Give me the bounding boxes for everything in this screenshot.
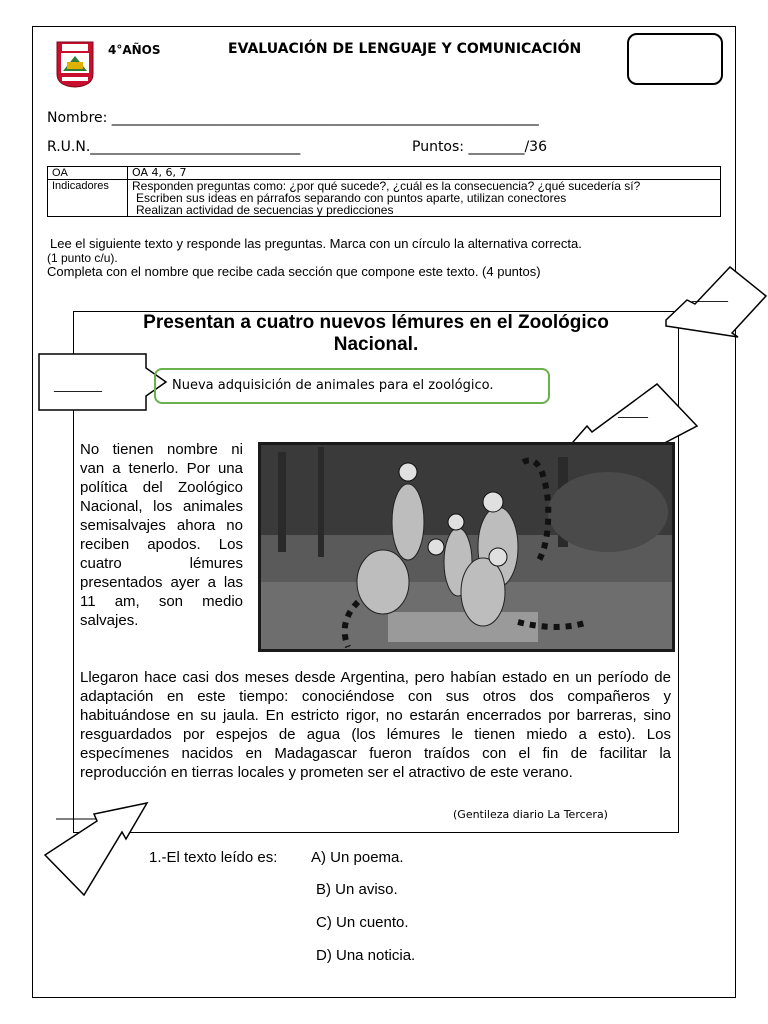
oa-label: OA [48, 167, 128, 180]
article-headline [73, 312, 679, 356]
label-arrow-body [44, 802, 152, 898]
indicators-value [128, 180, 721, 217]
article-body-full: Llegaron hace casi dos meses desde Argentina, pero habían estado en un período de adaptación en este tiempo: conociéndose con sus otros dos compañeros y habituándose en su jaula. En estricto rigor, no estarán encerrados por barreras, sino resguardados por espejos de agua (los lémures le tienen miedo a esto). Los especímenes nacidos en Madagascar fueron traídos con el fin de facilitar la reproducción en tierras locales y prometen ser el atractivo de este verano. [80, 669, 671, 781]
table-row [48, 180, 721, 217]
name-field[interactable]: Nombre: _____________________________________________________________ [47, 110, 539, 126]
indicator-2: Escriben sus ideas en párrafos separando con puntos aparte, utilizan conectores [136, 191, 567, 205]
indicator-1: Responden preguntas como: ¿por qué sucede?, ¿cuál es la consecuencia? ¿qué sucedería sí? [132, 179, 641, 193]
headline-line-1: Presentan a cuatro nuevos lémures en el Zoológico [143, 312, 609, 333]
blank-title-label[interactable]: ______ [692, 288, 728, 302]
option-a[interactable]: A) Un poema. [311, 849, 404, 866]
blank-lead-label[interactable]: ________ [54, 378, 102, 392]
article-body-column: No tienen nombre ni van a tenerlo. Por una política del Zoológico Nacional, los animales semisalvajes ahora no reciben apodos. Los cuatro lémures presentados ayer a las 11 am, son medio salvajes. [80, 441, 243, 629]
points-field[interactable]: Puntos: ________/36 [412, 139, 547, 155]
oa-value: OA 4, 6, 7 [128, 167, 721, 180]
indicator-3: Realizan actividad de secuencias y predicciones [136, 203, 394, 217]
option-b[interactable]: B) Un aviso. [316, 881, 398, 898]
school-logo [55, 40, 95, 88]
option-c[interactable]: C) Un cuento. [316, 914, 409, 931]
oa-table [47, 166, 721, 217]
blank-image-label[interactable]: _____ [618, 404, 648, 418]
page-title: EVALUACIÓN DE LENGUAJE Y COMUNICACIÓN [228, 41, 582, 57]
instruction-2: Completa con el nombre que recibe cada sección que compone este texto. (4 puntos) [47, 264, 541, 279]
instruction-points: (1 punto c/u). [47, 251, 118, 265]
instruction-1: Lee el siguiente texto y responde las preguntas. Marca con un círculo la alternativa correcta. [50, 236, 582, 251]
option-d[interactable]: D) Una noticia. [316, 947, 416, 964]
grade-label: 4°AÑOS [108, 43, 161, 57]
question-1-prompt: 1.-El texto leído es: [149, 849, 278, 866]
lemurs-photo [258, 442, 675, 652]
article-lead: Nueva adquisición de animales para el zoológico. [154, 368, 550, 404]
score-box [627, 33, 723, 85]
headline-line-2: Nacional. [333, 334, 419, 355]
label-arrow-title [665, 270, 767, 342]
table-row [48, 167, 721, 180]
article-credit: (Gentileza diario La Tercera) [453, 808, 608, 821]
rut-field[interactable]: R.U.N.______________________________ [47, 139, 301, 155]
indicators-label: Indicadores [48, 180, 128, 217]
